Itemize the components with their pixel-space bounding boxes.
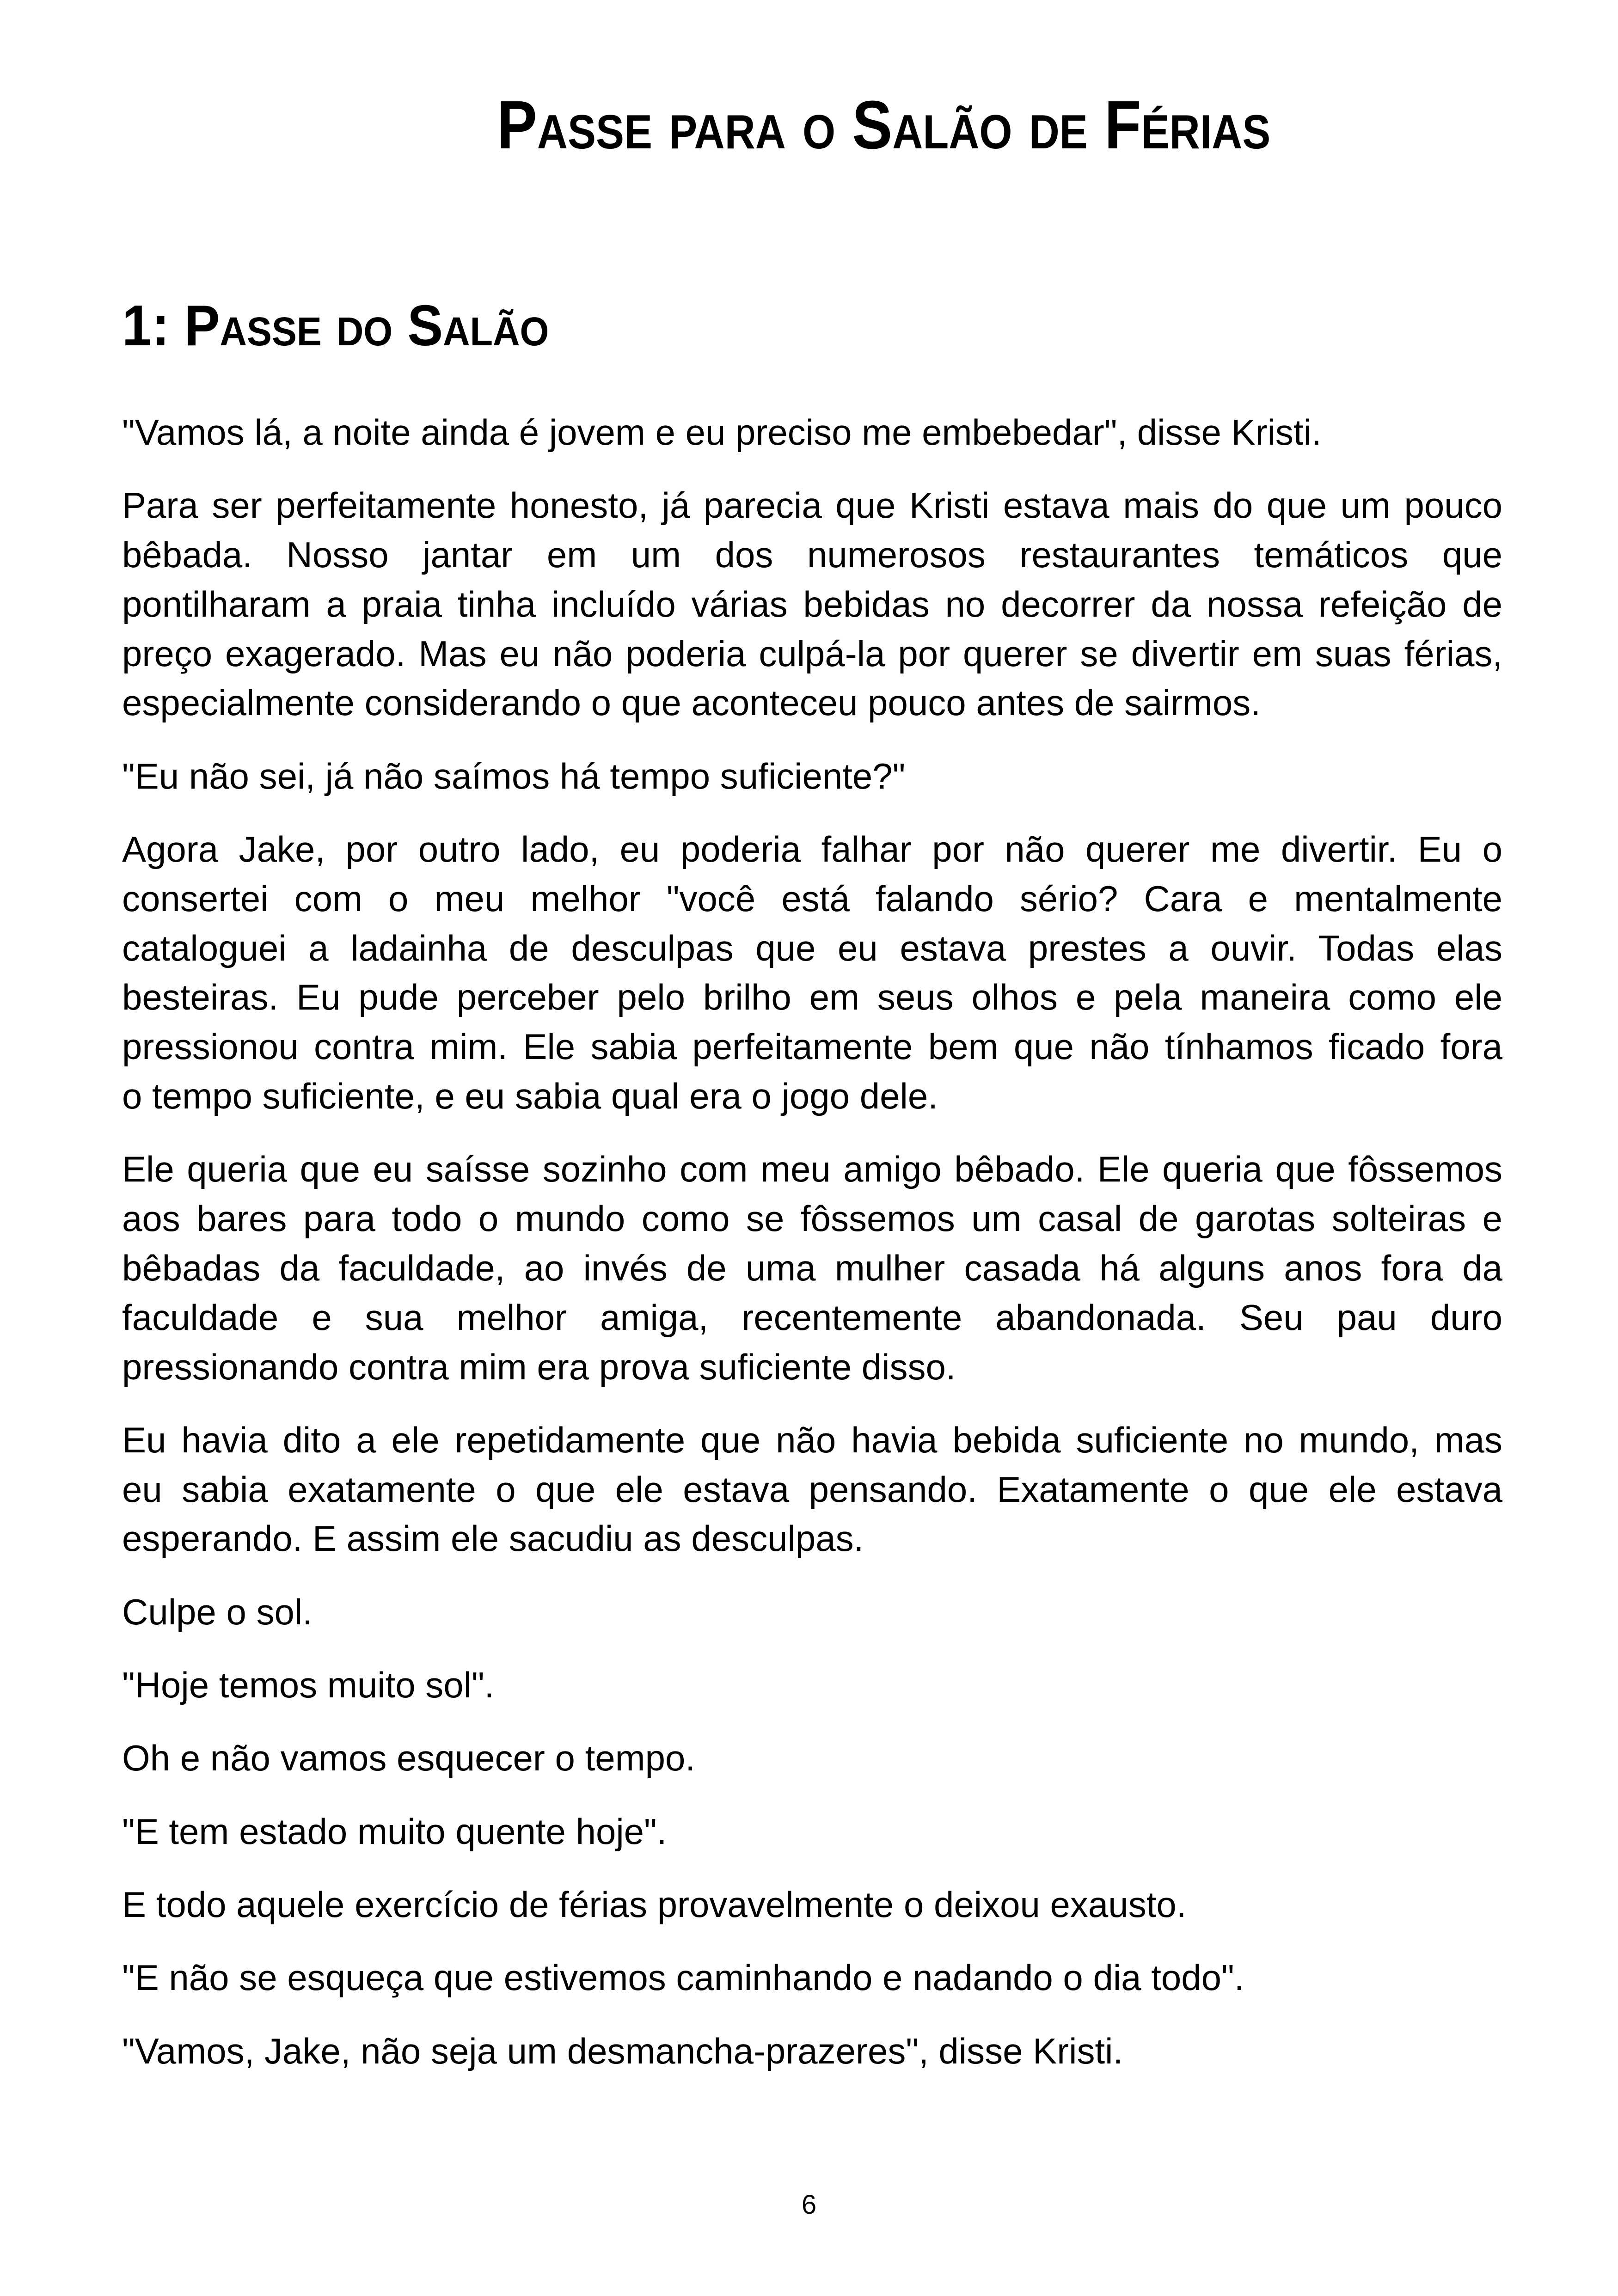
text-line: pressionando contra mim era prova suficiente disso. [122,1346,956,1387]
text-line: Culpe o sol. [122,1591,313,1632]
paragraph [122,481,1502,728]
text-line: Ele queria que eu saísse sozinho com meu amigo bêbado. Ele queria que fôssemos [122,1149,1502,1190]
paragraph [122,1587,1502,1637]
text-line: Agora Jake, por outro lado, eu poderia falhar por não querer me divertir. Eu o [122,829,1502,870]
paragraph [122,1145,1502,1391]
text-line: consertei com o meu melhor "você está falando sério? Cara e mentalmente [122,878,1502,919]
text-line: "Eu não sei, já não saímos há tempo suficiente?" [122,755,906,796]
text-line: bêbada. Nosso jantar em um dos numerosos restaurantes temáticos que [122,534,1502,576]
paragraph [122,1880,1502,1929]
chapter-heading: 1: Passe do Salão [122,294,549,358]
text-line: "Vamos, Jake, não seja um desmancha-prazeres", disse Kristi. [122,2030,1123,2071]
page-number: 6 [801,2190,817,2220]
paragraph [122,408,1502,457]
text-line: pontilharam a praia tinha incluído várias bebidas no decorrer da nossa refeição de [122,583,1502,625]
paragraph [122,825,1502,1121]
text-line: Para ser perfeitamente honesto, já parecia que Kristi estava mais do que um pouco [122,485,1502,526]
text-line: eu sabia exatamente o que ele estava pensando. Exatamente o que ele estava [122,1469,1502,1510]
text-line: Oh e não vamos esquecer o tempo. [122,1738,696,1779]
text-line: "Vamos lá, a noite ainda é jovem e eu preciso me embebedar", disse Kristi. [122,412,1322,453]
paragraph [122,2027,1502,2076]
text-line: cataloguei a ladainha de desculpas que eu estava prestes a ouvir. Todas elas [122,927,1502,968]
text-line: "E não se esqueça que estivemos caminhando e nadando o dia todo". [122,1957,1244,1998]
paragraph [122,1807,1502,1856]
paragraph [122,1733,1502,1783]
body-text [122,408,1502,2100]
paragraph [122,752,1502,801]
text-line: o tempo suficiente, e eu sabia qual era o jogo dele. [122,1076,938,1117]
text-line: pressionou contra mim. Ele sabia perfeitamente bem que não tínhamos ficado fora [122,1026,1502,1067]
text-line: preço exagerado. Mas eu não poderia culpá-la por querer se divertir em suas férias, [122,633,1502,674]
paragraph [122,1415,1502,1563]
text-line: "E tem estado muito quente hoje". [122,1811,667,1852]
page-title: Passe para o Salão de Férias [497,87,1271,163]
text-line: Eu havia dito a ele repetidamente que não havia bebida suficiente no mundo, mas [122,1419,1502,1460]
text-line: "Hoje temos muito sol". [122,1665,495,1706]
text-line: besteiras. Eu pude perceber pelo brilho em seus olhos e pela maneira como ele [122,977,1502,1018]
text-line: bêbadas da faculdade, ao invés de uma mulher casada há alguns anos fora da [122,1247,1502,1288]
text-line: E todo aquele exercício de férias provavelmente o deixou exausto. [122,1884,1187,1925]
text-line: aos bares para todo o mundo como se fôssemos um casal de garotas solteiras e [122,1198,1502,1239]
text-line: especialmente considerando o que aconteceu pouco antes de sairmos. [122,682,1261,723]
text-line: faculdade e sua melhor amiga, recentemente abandonada. Seu pau duro [122,1297,1502,1338]
paragraph [122,1953,1502,2002]
text-line: esperando. E assim ele sacudiu as desculpas. [122,1518,864,1559]
paragraph [122,1660,1502,1710]
